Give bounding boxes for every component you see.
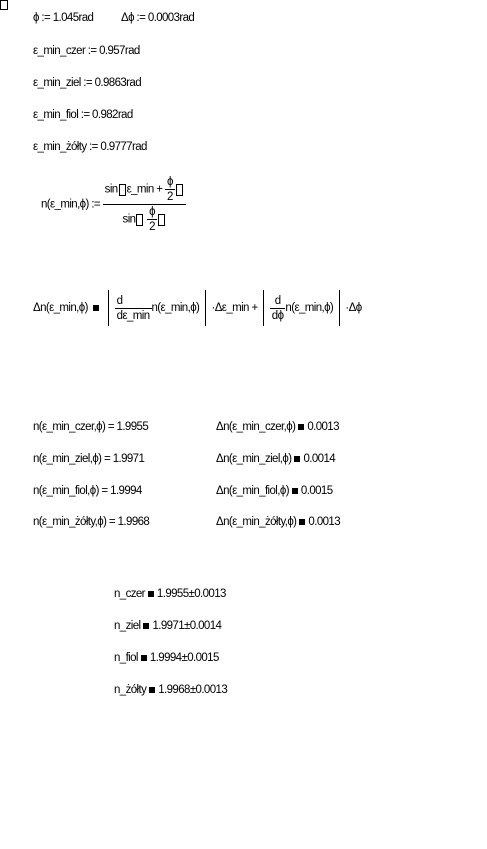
n-formula (41, 176, 186, 233)
final-n-zolty: n_żółty 1.9968±0.0013 (114, 684, 228, 696)
final-n-ziel: n_ziel 1.9971±0.0014 (114, 620, 222, 632)
n-formula-denominator: sin $\frac{\phi}{2}$ (121, 206, 168, 233)
result-n-czer: n(ε_min_czer,ϕ) = 1.9955 (33, 421, 149, 433)
dn-formula: Δn(ε_min,ϕ) $\frac{d}{d\varepsilon\_\min}$ n(ε_min,ϕ) ·Δε_min + $\frac{d}{d\phi}$ n(ε_min,ϕ) ·Δϕ (33, 290, 362, 326)
corner-marker (0, 0, 8, 10)
paren-placeholder (136, 214, 143, 226)
final-n-czer: n_czer 1.9955±0.0013 (114, 588, 226, 600)
result-dn-fiol: Δn(ε_min_fiol,ϕ) 0.0015 (216, 485, 333, 497)
result-n-ziel: n(ε_min_ziel,ϕ) = 1.9971 (33, 453, 145, 465)
n-formula-numerator: sin ε_min + $\frac{\phi}{2}$ (103, 176, 186, 203)
paren-placeholder (176, 184, 183, 196)
d-d-phi-fraction: $\frac{d}{d\phi}$ (271, 294, 284, 322)
result-dn-ziel: Δn(ε_min_ziel,ϕ) 0.0014 (216, 453, 336, 465)
dphi-definition: Δϕ := 0.0003rad (121, 12, 195, 24)
d-d-eps-fraction: $\frac{d}{d\varepsilon\_\min}$ (116, 294, 150, 322)
eps-fiol-definition: ε_min_fiol := 0.982rad (33, 109, 133, 121)
eps-ziel-definition: ε_min_ziel := 0.9863rad (33, 77, 142, 89)
paren-placeholder (119, 184, 126, 196)
phi-half-fraction: $\frac{\phi}{2}$ (166, 176, 173, 203)
eps-zolty-definition: ε_min_żółty := 0.9777rad (33, 141, 147, 153)
phi-definition: ϕ := 1.045rad (33, 12, 94, 24)
result-n-fiol: n(ε_min_fiol,ϕ) = 1.9994 (33, 485, 142, 497)
n-formula-lhs: n(ε_min,ϕ) := (41, 198, 101, 211)
n-formula-fraction (103, 176, 186, 233)
result-dn-czer: Δn(ε_min_czer,ϕ) 0.0013 (216, 421, 339, 433)
fraction-bar (103, 204, 186, 205)
eps-czer-definition: ε_min_czer := 0.957rad (33, 45, 140, 57)
paren-placeholder (158, 214, 165, 226)
final-n-fiol: n_fiol 1.9994±0.0015 (114, 652, 219, 664)
phi-half-fraction-den: $\frac{\phi}{2}$ (149, 206, 155, 233)
result-dn-zolty: Δn(ε_min_żółty,ϕ) 0.0013 (216, 516, 340, 528)
eval-operator-square (93, 305, 99, 311)
result-n-zolty: n(ε_min_żółty,ϕ) = 1.9968 (33, 516, 150, 528)
